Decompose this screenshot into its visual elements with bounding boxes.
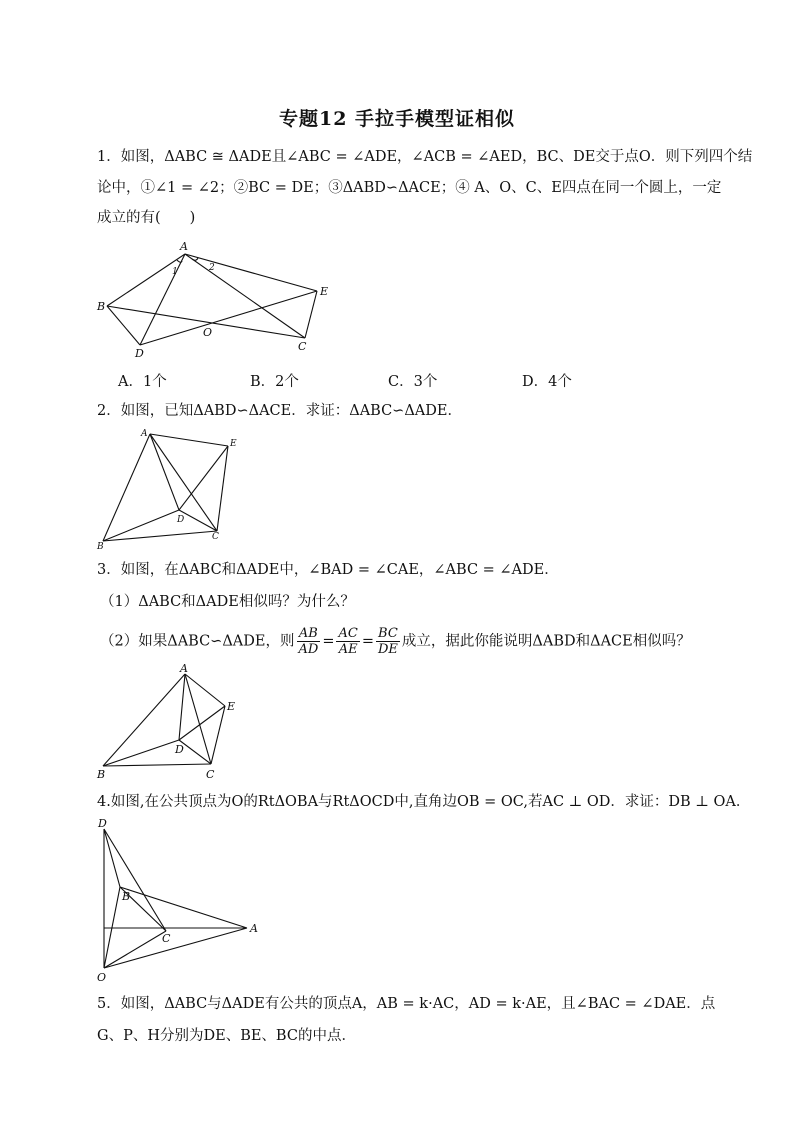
q2-figure bbox=[95, 426, 245, 551]
q4-label-c: C bbox=[162, 932, 171, 945]
q2-segment-dc bbox=[179, 510, 217, 531]
q4-line-1: 4.如图,在公共顶点为O的RtΔOBA与RtΔOCD中,直角边OB = OC,若AC ⊥ OD．求证：DB ⊥ OA． bbox=[97, 794, 751, 810]
q1-option-c: C．3个 bbox=[388, 374, 438, 390]
q3-fraction-ac-ae bbox=[336, 626, 359, 657]
q4-label-a: A bbox=[250, 922, 258, 935]
page-title: 专题12 手拉手模型证相似 bbox=[278, 108, 516, 130]
q4-label-o: O bbox=[97, 971, 107, 984]
q3-frac3-den: DE bbox=[377, 642, 398, 657]
q3-segment-ae bbox=[185, 674, 225, 706]
q3-frac3-num: BC bbox=[376, 626, 400, 642]
q1-label-c: C bbox=[298, 340, 307, 353]
q3-frac1-num: AB bbox=[297, 626, 321, 642]
q3-figure bbox=[95, 662, 255, 782]
q4-segment-oc bbox=[104, 931, 166, 968]
q3-equals-1: = bbox=[322, 633, 335, 650]
q3-sub-2-suffix: 成立，据此你能说明ΔABD和ΔACE相似吗？ bbox=[401, 633, 691, 650]
q3-segment-bc bbox=[103, 764, 211, 766]
q1-segment-bd bbox=[107, 306, 140, 345]
q1-option-b: B．2个 bbox=[250, 374, 299, 390]
q3-sub-1: （1）ΔABC和ΔADE相似吗？为什么？ bbox=[100, 594, 355, 610]
q1-angle-mark-2 bbox=[192, 258, 198, 260]
q5-line-2: G、P、H分别为DE、BE、BC的中点． bbox=[97, 1028, 356, 1044]
q3-fraction-bc-de bbox=[376, 626, 400, 657]
q4-segment-db bbox=[104, 829, 120, 887]
q1-segment-de bbox=[140, 291, 317, 345]
q4-segment-ba bbox=[120, 887, 247, 928]
q1-label-angle2: 2 bbox=[209, 263, 215, 273]
q2-segment-ad bbox=[150, 434, 179, 510]
q3-line-1: 3．如图，在ΔABC和ΔADE中，∠BAD = ∠CAE，∠ABC = ∠ADE． bbox=[97, 562, 559, 578]
q3-sub-2 bbox=[100, 626, 710, 657]
q5-line-1: 5．如图，ΔABC与ΔADE有公共的顶点A，AB = k·AC，AD = k·AE，且∠BAC = ∠DAE．点 bbox=[97, 996, 716, 1012]
q3-frac1-den: AD bbox=[298, 642, 319, 657]
q4-label-b: B bbox=[122, 890, 131, 903]
q1-line-1: 1．如图，ΔABC ≅ ΔADE且∠ABC = ∠ADE，∠ACB = ∠AED，BC、DE交于点O．则下列四个结 bbox=[97, 149, 753, 165]
q3-label-b: B bbox=[97, 768, 106, 781]
q1-line-2: 论中，①∠1 = ∠2；②BC = DE；③ΔABD∽ΔACE；④ A、O、C、E四点在同一个圆上，一定 bbox=[97, 180, 722, 196]
q2-label-d: D bbox=[177, 515, 185, 525]
q3-label-a: A bbox=[180, 662, 188, 675]
q4-segment-dc bbox=[104, 829, 166, 931]
q2-label-c: C bbox=[212, 532, 219, 542]
q1-figure bbox=[95, 240, 345, 360]
q1-line-3: 成立的有( ) bbox=[97, 210, 196, 226]
q1-segment-ce bbox=[305, 291, 317, 338]
q1-option-d: D．4个 bbox=[522, 374, 572, 390]
q3-frac2-num: AC bbox=[338, 626, 358, 641]
q2-label-b: B bbox=[97, 542, 104, 552]
q3-sub-2-prefix: （2）如果ΔABC∽ΔADE，则 bbox=[100, 633, 295, 650]
q1-label-a: A bbox=[180, 240, 188, 253]
q1-label-angle1: 1 bbox=[172, 267, 178, 277]
q3-label-d: D bbox=[175, 743, 184, 756]
q3-segment-ad bbox=[179, 674, 185, 740]
q4-segment-oa bbox=[104, 928, 247, 968]
q1-segment-ae bbox=[185, 254, 317, 291]
q2-label-e: E bbox=[230, 439, 237, 449]
q2-segment-ae bbox=[150, 434, 228, 446]
q2-line-1: 2．如图，已知ΔABD∽ΔACE．求证：ΔABC∽ΔADE． bbox=[97, 403, 462, 419]
q3-label-c: C bbox=[206, 768, 215, 781]
q4-label-d: D bbox=[98, 817, 107, 830]
q2-segment-bc bbox=[103, 531, 217, 541]
q3-frac2-den: AE bbox=[338, 642, 358, 657]
q1-segment-ad bbox=[140, 254, 185, 345]
q3-equals-2: = bbox=[361, 633, 374, 650]
q1-label-o: O bbox=[203, 326, 213, 339]
q2-label-a: A bbox=[141, 429, 148, 439]
q3-fraction-ab-ad bbox=[297, 626, 321, 657]
q1-label-e: E bbox=[320, 285, 329, 298]
q1-option-a: A．1个 bbox=[118, 374, 167, 390]
q1-label-b: B bbox=[97, 300, 106, 313]
q3-label-e: E bbox=[227, 700, 236, 713]
q1-label-d: D bbox=[135, 347, 144, 360]
q1-segment-ab bbox=[107, 254, 185, 306]
q4-figure bbox=[95, 815, 265, 985]
